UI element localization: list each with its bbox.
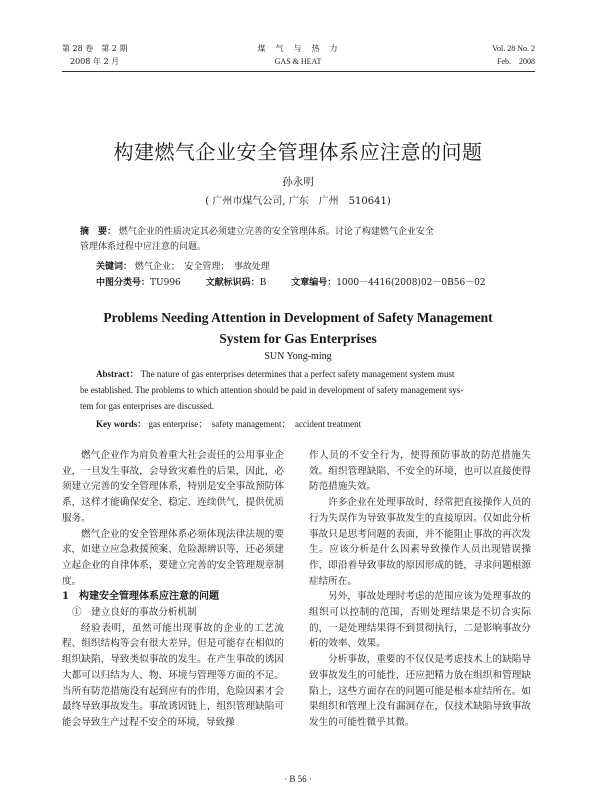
keywords-en-label: Key words： [96,419,147,429]
header-volume: 第 28 卷 第 2 期 [62,44,128,53]
keywords-cn-label: 关键词： [96,262,133,272]
title-en-line2: System for Gas Enterprises [219,331,377,346]
header-date: 2008 年 2 月 [70,57,120,66]
classification-line [96,276,486,291]
abstract-cn [80,225,520,240]
abstract-cn-label: 摘 要： [80,227,117,237]
abstract-en-line2: be established. The problems to which attention should be paid in development of safety management sys- [80,385,464,395]
affiliation-cn: ( 广州市煤气公司, 广东 广州 510641) [205,196,391,207]
section-heading: 1 构建安全管理体系应注意的问题 [62,591,219,603]
subsection-heading: ① 建立良好的事故分析机制 [72,607,197,619]
article-no-value: 1000－4416(2008)02－0B56－02 [336,278,486,288]
keywords-cn-text: 燃气企业； 安全管理； 事故处理 [134,262,270,272]
right-column [309,448,531,731]
keywords-en-text: gas enterprise； safety management； accident treatment [148,419,362,429]
doc-code-value: B [259,278,267,288]
author-en: SUN Yong-ming [264,351,332,362]
clc-label: 中图分类号： [96,278,151,288]
header-volume-en: Vol. 28 No. 2 [492,44,535,53]
journal-name-en: GAS & HEAT [274,57,322,66]
abstract-en-label: Abstract： [96,369,139,379]
body-paragraph: 燃气企业的安全管理体系必须体现法律法规的要求，如建立应急救援预案、危险源辨识等，还必须建立起企业的自律体系，要建立完善的安全管理规章制度。 [62,528,284,587]
author-cn: 孙永明 [282,176,314,188]
header-date-en: Feb. 2008 [497,57,535,66]
abstract-en-line3: tem for gas enterprises are discussed. [80,401,214,411]
header-rule [62,71,535,72]
keywords-cn [96,260,270,275]
title-en-line1: Problems Needing Attention in Development of Safety Management [103,310,493,325]
abstract-en-line1 [96,366,526,382]
journal-name: 煤 气 与 热 力 [257,44,339,53]
page-number: · B 56 · [284,774,312,784]
article-no-label: 文章编号： [291,278,337,288]
clc-value: TU996 [150,278,181,288]
left-column [62,448,284,731]
body-paragraph: 分析事故，重要的不仅仅是考虑技术上的缺陷导致事故发生的可能性，还应把精力放在组织和管理缺陷上，这些方面存在的问题可能是根本症结所在。如果组织和管理上没有漏洞存在，仅技术缺陷导致事故发生的可能性微乎其微。 [309,654,531,728]
body-paragraph: 经验表明，虽然可能出现事故的企业的工艺流程、组织结构等会有很大差异，但是可能存在相似的组织缺陷，导致类似事故的发生。在产生事故的诱因大都可以归结为人、物、环境与管理等方面的不足。当所有防范措施没有起到应有的作用，危险因素才会最终导致事故发生。事故诱因链上，组织管理缺陷可能会导致生产过程不安全的环境，导致操 [62,622,284,728]
abstract-en-text1: The nature of gas enterprises determines that a perfect safety management system must [140,369,455,379]
keywords-en [96,416,361,432]
body-paragraph: 另外，事故处理时考虑的范围应该为处理事故的组织可以控制的范围，否则处理结果是不切合实际的，一是处理结果得不到贯彻执行，二是影响事故分析的效率、效果。 [309,591,531,650]
title-cn: 构建燃气企业安全管理体系应注意的问题 [113,140,483,164]
doc-code-label: 文献标识码： [205,278,260,288]
abstract-cn-line1: 燃气企业的性质决定其必须建立完善的安全管理体系。讨论了构建燃气企业安全 [118,227,434,237]
abstract-cn-cont: 管理体系过程中应注意的问题。 [80,242,207,252]
body-paragraph: 作人员的不安全行为，使得预防事故的防范措施失效。组织管理缺陷、不安全的环境，也可以直接使得防范措施失效。 [309,450,531,493]
body-paragraph: 燃气企业作为肩负着重大社会责任的公用事业企业，一旦发生事故，会导致灾难性的后果，因此，必须建立完善的安全管理体系，特别是安全事故预防体系，这样才能确保安全、稳定、连续供气，提供优质服务。 [62,450,284,524]
body-paragraph: 许多企业在处理事故时，经常把直接操作人员的行为失误作为导致事故发生的直接原因。仅如此分析事故只是思考问题的表面，并不能阻止事故的再次发生。应该分析是什么因素导致操作人员出现错误操作，即沿着导致事故的原因形成的链，寻求问题根源症结所在。 [309,497,531,587]
